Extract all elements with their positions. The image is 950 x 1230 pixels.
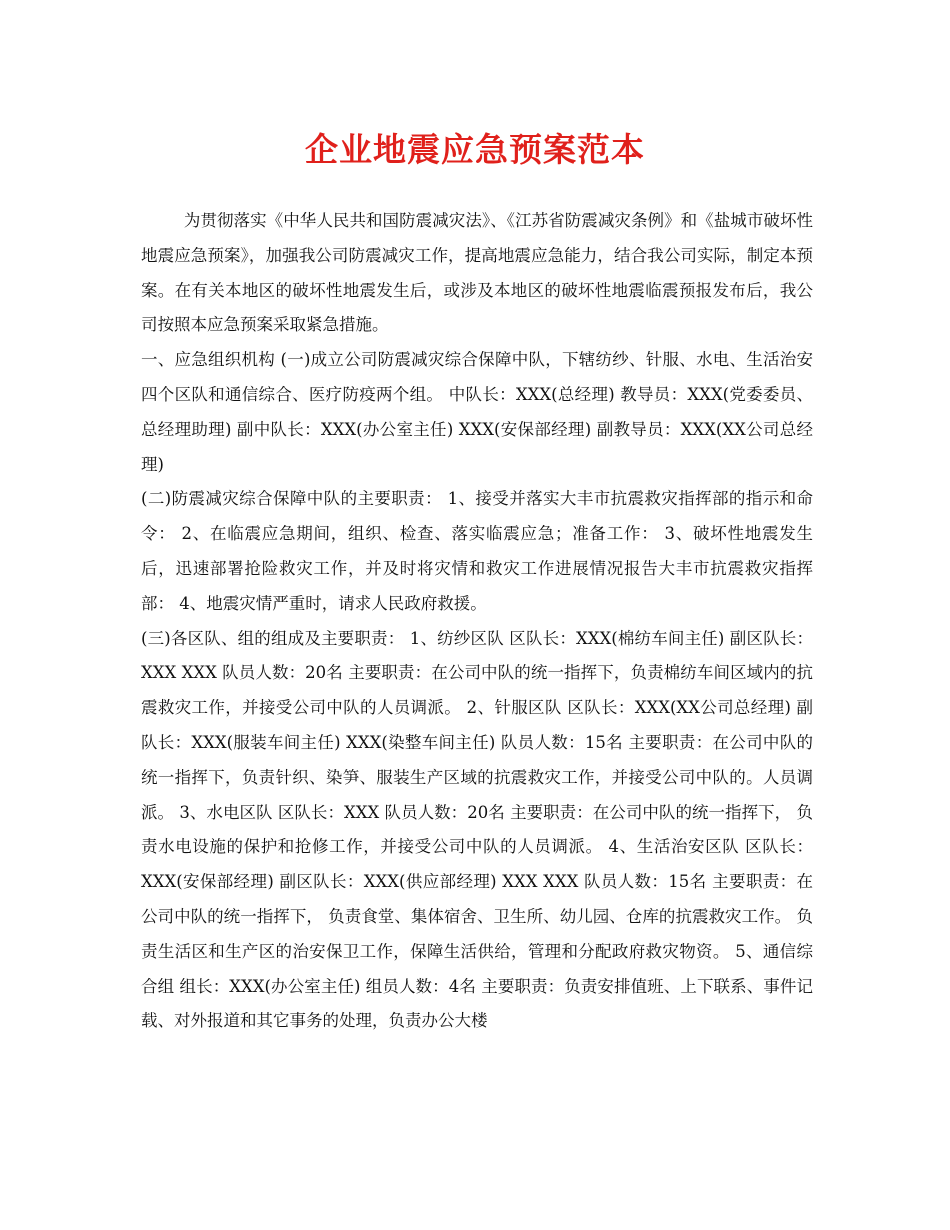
document-body bbox=[141, 204, 813, 1039]
document-title: 企业地震应急预案范本 bbox=[305, 130, 645, 169]
intro-paragraph: 为贯彻落实《中华人民共和国防震减灾法》、《江苏省防震减灾条例》和《盐城市破坏性地震应急预案》，加强我公司防震减灾工作，提高地震应急能力，结合我公司实际，制定本预案。在有关本地区的破坏性地震发生后，或涉及本地区的破坏性地震临震预报发布后，我公司按照本应急预案采取紧急措施。 bbox=[141, 211, 813, 335]
section-duties-paragraph: (二)防震减灾综合保障中队的主要职责： 1、接受并落实大丰市抗震救灾指挥部的指示和命令： 2、在临震应急期间，组织、检查、落实临震应急；准备工作： 3、破坏性地震发生后，迅速部署抢险救灾工作，并及时将灾情和救灾工作进展情况报告大丰市抗震救灾指挥部： 4、地震灾情严重时，请求人民政府救援。 bbox=[141, 489, 813, 613]
section-organization-paragraph: 一、应急组织机构 (一)成立公司防震减灾综合保障中队，下辖纺纱、针服、水电、生活治安四个区队和通信综合、医疗防疫两个组。 中队长：XXX(总经理) 教导员：XXX(党委委员、总经理助理) 副中队长：XXX(办公室主任) XXX(安保部经理) 副教导员：XXX(XX公司总经理) bbox=[141, 350, 813, 474]
section-teams-paragraph: (三)各区队、组的组成及主要职责： 1、纺纱区队 区队长：XXX(棉纺车间主任) 副区队长： XXX XXX 队员人数：20名 主要职责：在公司中队的统一指挥下，负责棉纺车间区域内的抗震救灾工作，并接受公司中队的人员调派。 2、针服区队 区队长：XXX(XX公司总经理) 副队长：XXX(服装车间主任) XXX(染整车间主任) 队员人数：15名 主要职责：在公司中队的统一指挥下，负责针织、染笋、服装生产区域的抗震救灾工作，并接受公司中队的。人员调派。 3、水电区队 区队长：XXX 队员人数：20名 主要职责：在公司中队的统一指挥下， 负责水电设施的保护和抢修工作，并接受公司中队的人员调派。 4、生活治安区队 区队长：XXX(安保部经理) 副区队长：XXX(供应部经理) XXX XXX 队员人数：15名 主要职责：在公司中队的统一指挥下， 负责食堂、集体宿舍、卫生所、幼儿园、仓库的抗震救灾工作。 负责生活区和生产区的治安保卫工作，保障生活供给，管理和分配政府救灾物资。 5、通信综合组 组长：XXX(办公室主任) 组员人数：4名 主要职责：负责安排值班、上下联系、事件记载、对外报道和其它事务的处理，负责办公大楼 bbox=[141, 628, 813, 1031]
